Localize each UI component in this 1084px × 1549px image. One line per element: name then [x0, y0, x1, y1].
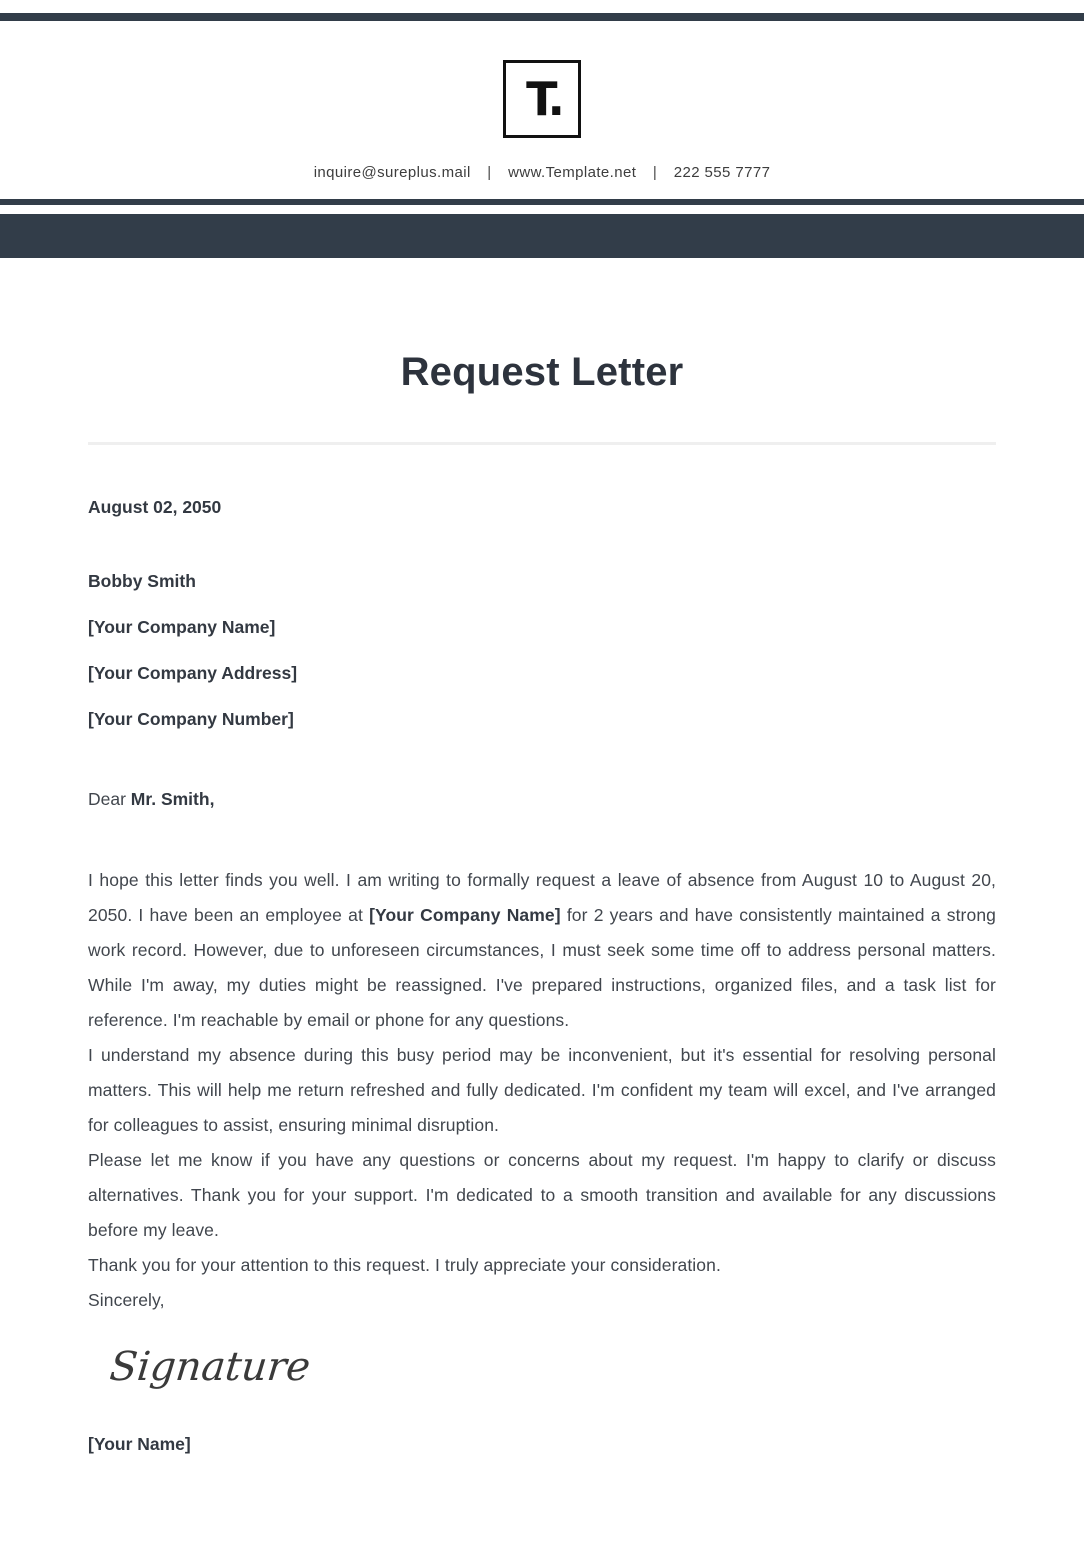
letter-document: [0, 13, 1084, 1549]
sender-name: [Your Name]: [88, 1434, 191, 1454]
recipient-company-name: [Your Company Name]: [88, 617, 276, 637]
salutation: [88, 789, 996, 809]
contact-separator: |: [487, 164, 492, 181]
letterhead: [0, 60, 1084, 181]
header-band-rule: [0, 214, 1084, 258]
logo-monogram: T.: [526, 72, 562, 126]
recipient-name: Bobby Smith: [88, 571, 196, 591]
letter-content: [0, 350, 1084, 1454]
contact-info: [0, 164, 1084, 181]
letter-date: August 02, 2050: [88, 497, 222, 517]
recipient-company-number: [Your Company Number]: [88, 709, 294, 729]
contact-separator: |: [652, 164, 658, 181]
recipient-company-address: [Your Company Address]: [88, 663, 298, 683]
salutation-prefix: Dear: [88, 789, 131, 809]
title-divider: [88, 442, 996, 445]
contact-phone: 222 555 7777: [673, 164, 771, 181]
header-thin-rule: [0, 199, 1084, 205]
salutation-suffix: ,: [209, 789, 215, 809]
contact-email: inquire@sureplus.mail: [313, 164, 471, 181]
closing: Sincerely,: [88, 1290, 165, 1310]
signature-script: Signature: [107, 1344, 313, 1390]
paragraph-1: [88, 863, 996, 1038]
paragraph-1-highlight: [Your Company Name]: [369, 905, 561, 925]
contact-website: www.Template.net: [508, 164, 637, 181]
letter-title: Request Letter: [400, 350, 684, 394]
paragraph-1-before: I hope this letter finds you well. I am writing to formally request a leave of absence from August 10 to August 20, 2050. I have been an employee at: [88, 870, 996, 925]
paragraph-1-after: for 2 years and have consistently maintained a strong work record. However, due to unforeseen circumstances, I must seek some time off to address personal matters. While I'm away, my duties might be reassigned. I've prepared instructions, organized files, and a task list for reference. I'm reachable by email or phone for any questions.: [88, 905, 996, 1030]
letter-body-text: [88, 863, 996, 1318]
paragraph-3: Please let me know if you have any questions or concerns about my request. I'm happy to clarify or discuss alternatives. Thank you for your support. I'm dedicated to a smooth transition and available for any discussions before my leave.: [88, 1150, 996, 1240]
top-rule: [0, 13, 1084, 21]
recipient-block: [88, 571, 996, 729]
paragraph-2: I understand my absence during this busy period may be inconvenient, but it's essential for resolving personal matters. This will help me return refreshed and fully dedicated. I'm confident my team will excel, and I've arranged for colleagues to assist, ensuring minimal disruption.: [88, 1045, 996, 1135]
page: [0, 13, 1084, 1549]
paragraph-4: Thank you for your attention to this request. I truly appreciate your consideration.: [88, 1255, 721, 1275]
salutation-name: Mr. Smith: [130, 789, 210, 809]
company-logo: [503, 60, 581, 138]
